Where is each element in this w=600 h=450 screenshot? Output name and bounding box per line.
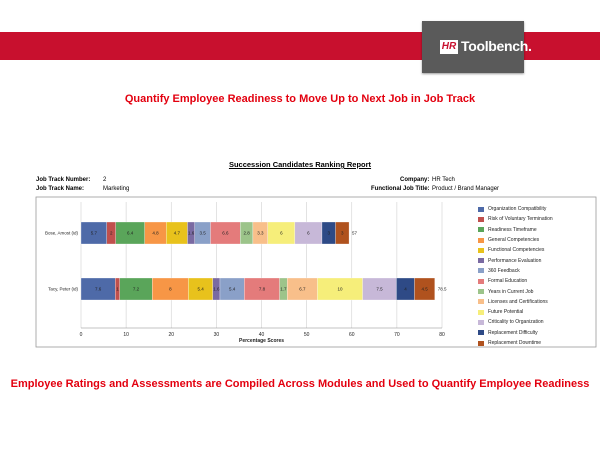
x-tick-label: 60 bbox=[348, 332, 355, 338]
legend-swatch bbox=[478, 248, 484, 253]
legend-swatch bbox=[478, 227, 484, 232]
segment-value-label: 4.7 bbox=[173, 230, 181, 236]
page-headline: Quantify Employee Readiness to Move Up to Next Job in Job Track bbox=[124, 93, 476, 105]
segment-value-label: 3 bbox=[327, 230, 330, 236]
legend-swatch bbox=[478, 279, 484, 284]
segment-value-label: 7.5 bbox=[376, 286, 383, 292]
legend-swatch bbox=[478, 217, 484, 222]
legend-swatch bbox=[478, 341, 484, 346]
segment-value-label: 1.7 bbox=[280, 286, 287, 292]
x-tick-label: 30 bbox=[213, 332, 220, 338]
segment-value-label: 10 bbox=[337, 286, 343, 292]
job-track-number-label: Job Track Number: bbox=[36, 177, 91, 183]
logo-hr-mark: HR bbox=[441, 41, 457, 52]
x-tick-label: 50 bbox=[303, 332, 310, 338]
segment-value-label: 6.7 bbox=[299, 286, 306, 292]
segment-value-label: 6.4 bbox=[127, 230, 134, 236]
legend-item bbox=[478, 297, 553, 307]
segment-value-label: 8 bbox=[169, 286, 172, 292]
category-label: Bose, Amost (id) bbox=[44, 230, 78, 236]
legend-label: Formal Education bbox=[488, 278, 528, 285]
segment-value-label: 6 bbox=[280, 230, 283, 236]
segment-value-label: 2.8 bbox=[243, 230, 250, 236]
legend-label: Readiness Timeframe bbox=[488, 226, 537, 233]
legend-label: Years in Current Job bbox=[488, 288, 534, 295]
legend-item bbox=[478, 214, 553, 224]
segment-value-label: 5.4 bbox=[229, 286, 236, 292]
x-tick-label: 40 bbox=[258, 332, 265, 338]
company: HR Tech bbox=[432, 177, 455, 183]
segment-value-label: 1.6 bbox=[213, 286, 220, 292]
company-label: Company: bbox=[400, 177, 430, 183]
x-tick-label: 10 bbox=[123, 332, 129, 338]
segment-value-label: 3.3 bbox=[257, 230, 264, 236]
bar-total-label: 78.5 bbox=[437, 286, 447, 292]
legend-swatch bbox=[478, 330, 484, 335]
segment-value-label: 1 bbox=[116, 286, 119, 292]
x-axis-title: Percentage Scores bbox=[238, 338, 285, 344]
legend-swatch bbox=[478, 238, 484, 243]
legend-label: Risk of Voluntary Termination bbox=[488, 216, 553, 223]
legend-item bbox=[478, 235, 553, 245]
legend-item bbox=[478, 286, 553, 296]
legend-item bbox=[478, 276, 553, 286]
legend-swatch bbox=[478, 320, 484, 325]
functional-title: Product / Brand Manager bbox=[432, 186, 500, 192]
legend-label: Licenses and Certifications bbox=[488, 298, 548, 305]
legend-swatch bbox=[478, 310, 484, 315]
legend-item bbox=[478, 245, 553, 255]
segment-value-label: 2 bbox=[109, 230, 113, 236]
segment-value-label: 5.4 bbox=[197, 286, 204, 292]
legend-swatch bbox=[478, 289, 484, 294]
segment-value-label: 4.8 bbox=[152, 230, 159, 236]
segment-value-label: 7.6 bbox=[95, 286, 102, 292]
segment-value-label: 5.7 bbox=[90, 230, 97, 236]
legend-item bbox=[478, 266, 553, 276]
legend-label: Replacement Downtime bbox=[488, 340, 542, 346]
x-tick-label: 20 bbox=[168, 332, 175, 338]
segment-value-label: 4.5 bbox=[421, 286, 428, 292]
legend-label: Replacement Difficulty bbox=[488, 329, 538, 336]
legend-swatch bbox=[478, 299, 484, 304]
legend-item bbox=[478, 255, 553, 265]
bar-total-label: 57 bbox=[352, 230, 358, 236]
legend-label: Functional Competencies bbox=[488, 247, 545, 254]
legend-swatch bbox=[478, 258, 484, 263]
segment-value-label: 3.5 bbox=[199, 230, 206, 236]
segment-value-label: 6.6 bbox=[222, 230, 229, 236]
legend-item bbox=[478, 328, 553, 338]
legend-label: 360 Feedback bbox=[488, 267, 520, 274]
x-tick-label: 80 bbox=[439, 332, 445, 338]
segment-value-label: 3 bbox=[341, 230, 344, 236]
chart-legend bbox=[478, 204, 553, 348]
report-title: Succession Candidates Ranking Report bbox=[228, 160, 372, 169]
x-tick-label: 0 bbox=[79, 332, 83, 338]
page-footline: Employee Ratings and Assessments are Compiled Across Modules and Used to Quantify Employee Readiness bbox=[10, 378, 590, 390]
legend-item bbox=[478, 338, 553, 348]
legend-item bbox=[478, 317, 553, 327]
x-tick-label: 70 bbox=[394, 332, 400, 338]
legend-item bbox=[478, 204, 553, 214]
segment-value-label: 7.8 bbox=[258, 286, 266, 292]
segment-value-label: 6 bbox=[307, 230, 310, 236]
job-track-number: 2 bbox=[103, 177, 107, 183]
legend-label: General Competencies bbox=[488, 237, 540, 244]
segment-value-label: 1.6 bbox=[187, 230, 195, 236]
legend-swatch bbox=[478, 207, 484, 212]
legend-item bbox=[478, 307, 553, 317]
legend-label: Organization Compatibility bbox=[488, 206, 547, 213]
category-label: Tacy, Peter (id) bbox=[48, 286, 78, 292]
legend-swatch bbox=[478, 268, 484, 273]
legend-label: Criticality to Organization bbox=[488, 319, 544, 326]
legend-label: Performance Evaluation bbox=[488, 257, 542, 264]
job-track-name: Marketing bbox=[103, 186, 130, 192]
legend-item bbox=[478, 225, 553, 235]
job-track-name-label: Job Track Name: bbox=[36, 186, 85, 192]
segment-value-label: 4 bbox=[404, 286, 407, 292]
legend-label: Future Potential bbox=[488, 309, 524, 316]
functional-title-label: Functional Job Title: bbox=[371, 186, 430, 192]
logo-text: Toolbench. bbox=[461, 38, 532, 54]
segment-value-label: 7.2 bbox=[132, 286, 140, 292]
